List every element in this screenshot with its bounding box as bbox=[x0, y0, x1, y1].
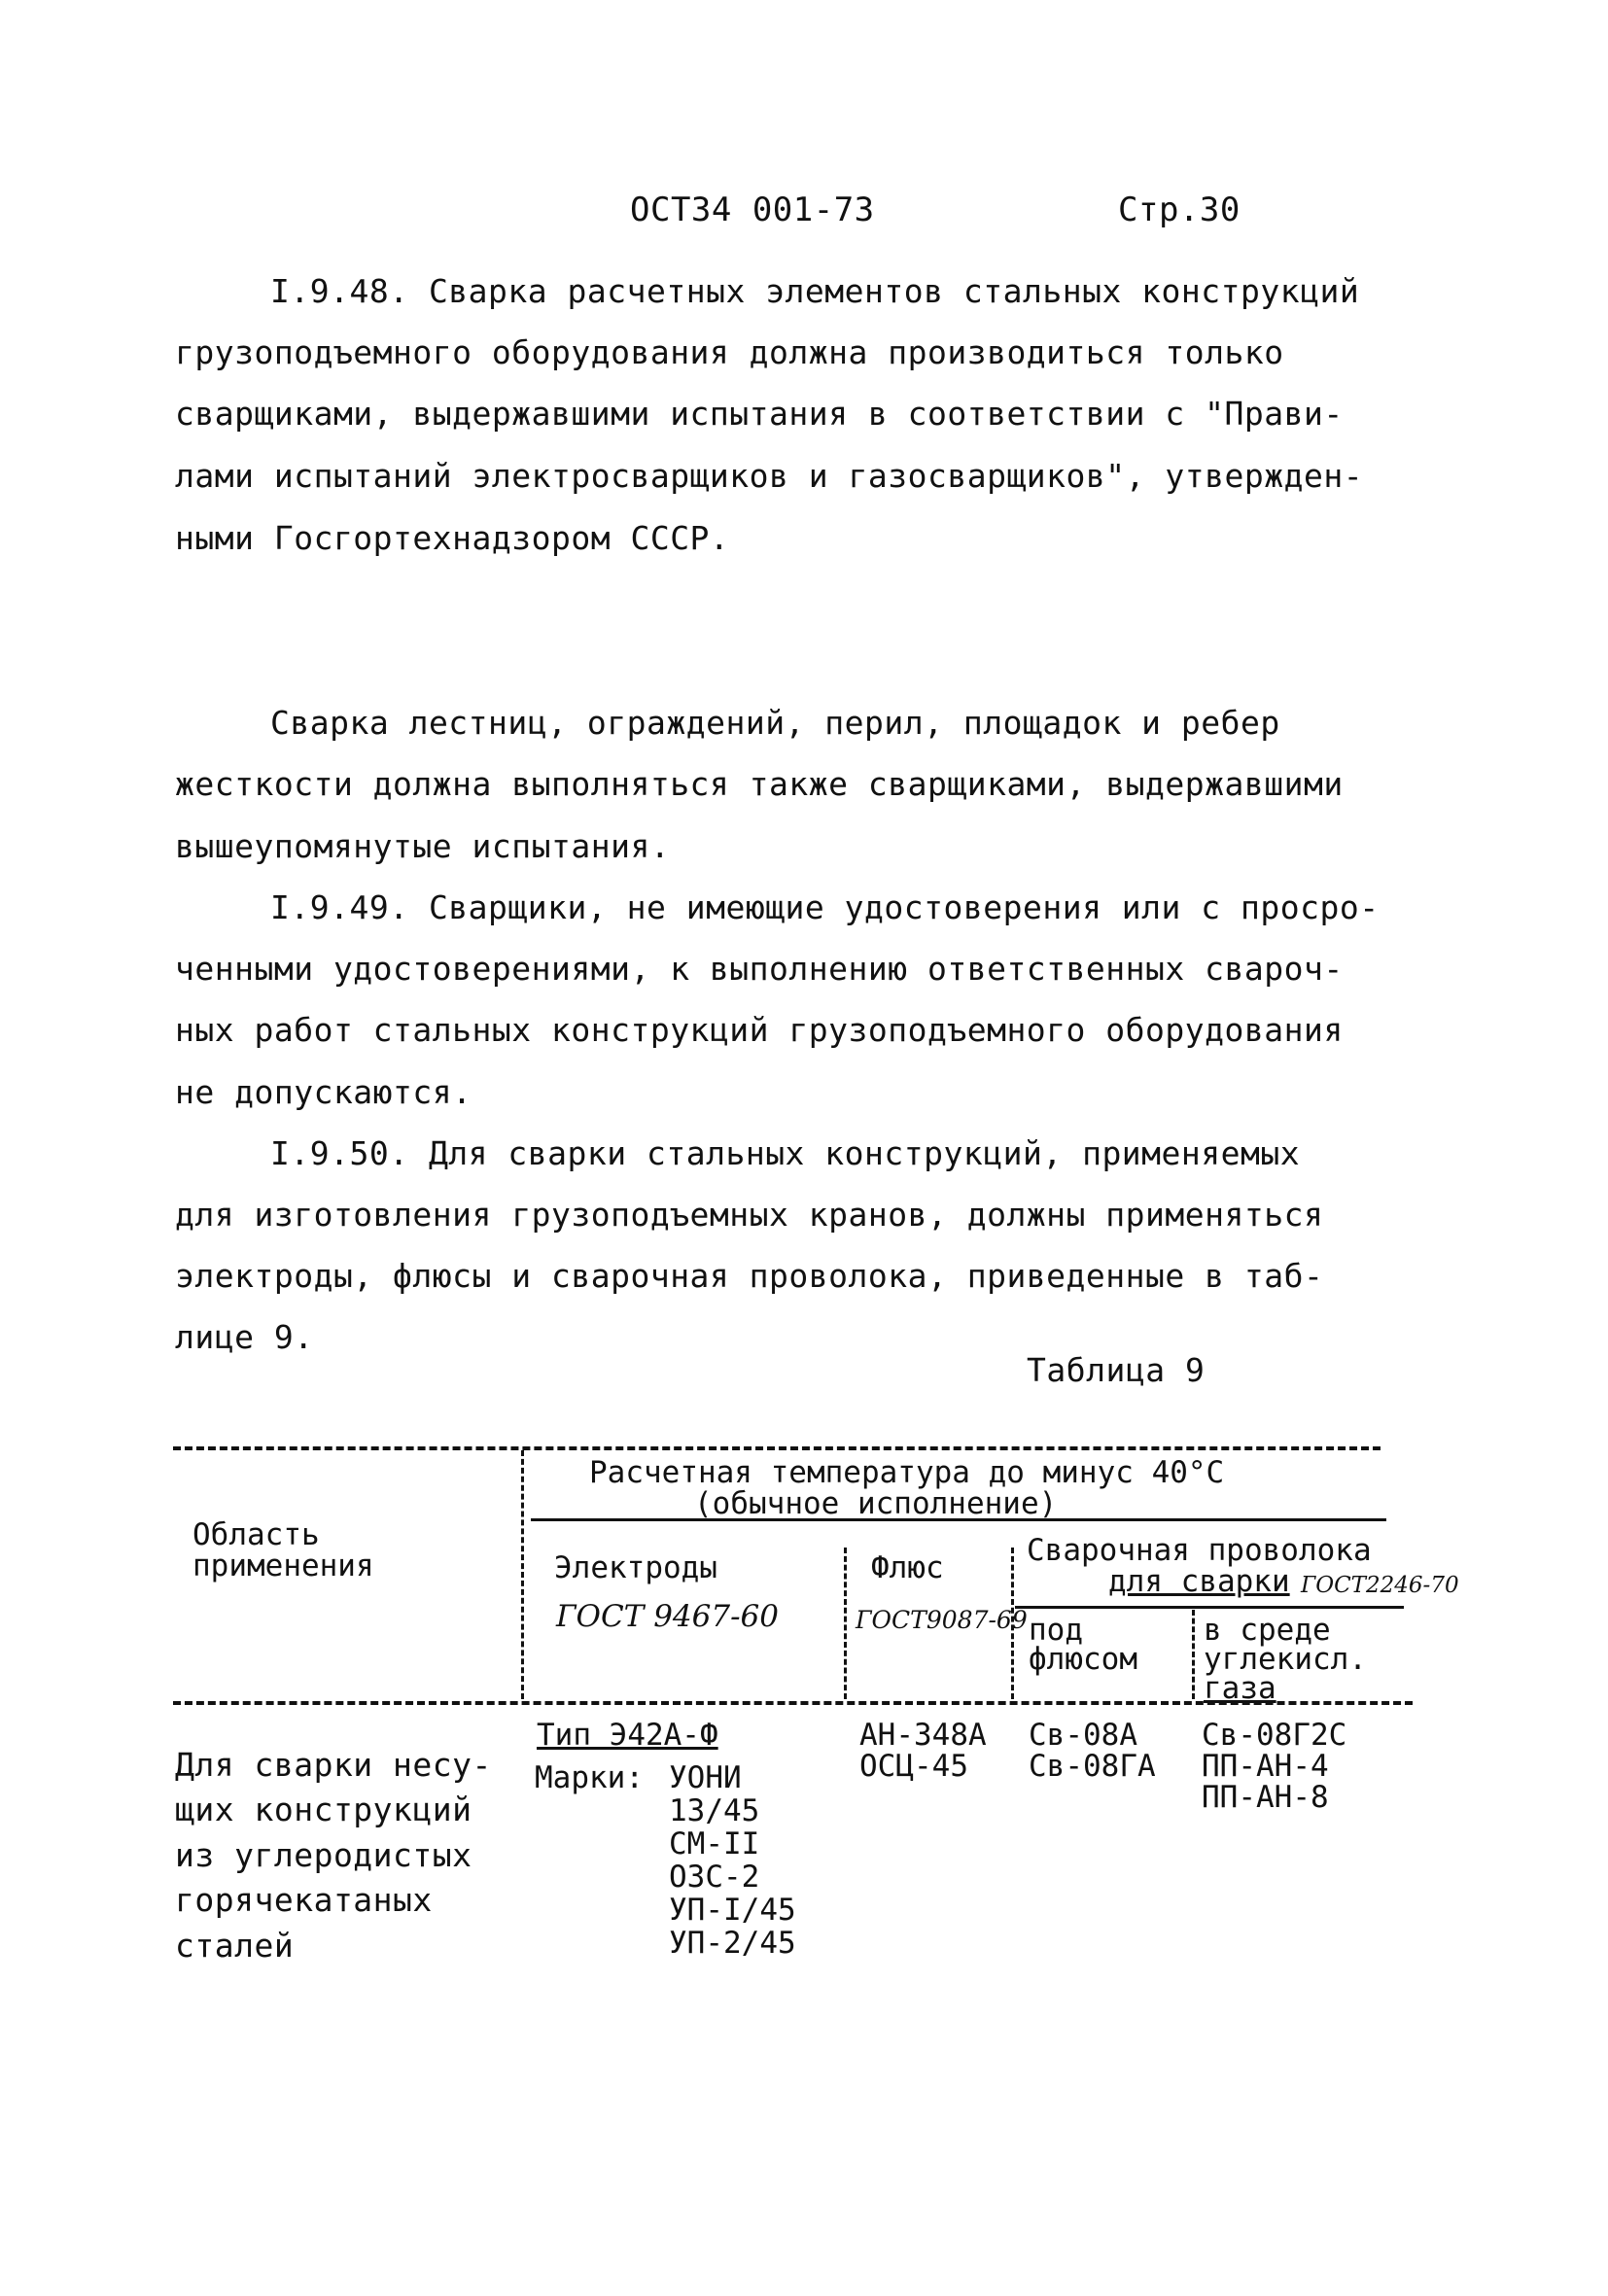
row-area: из углеродистых bbox=[175, 1836, 472, 1874]
paragraph-line: грузоподъемного оборудования должна производиться только bbox=[175, 333, 1284, 371]
column-divider bbox=[521, 1450, 524, 1699]
wire-co2: Св-08Г2С bbox=[1202, 1718, 1347, 1753]
header-area: применения bbox=[192, 1548, 374, 1583]
header-under-flux: под bbox=[1029, 1613, 1083, 1648]
paragraph-line: электроды, флюсы и сварочная проволока, приведенные в таб- bbox=[175, 1257, 1324, 1295]
row-area: щих конструкций bbox=[175, 1791, 472, 1828]
paragraph-line: сварщиками, выдержавшими испытания в соответствии с "Прави- bbox=[175, 395, 1344, 433]
column-divider bbox=[844, 1548, 847, 1699]
header-flux-standard: ГОСТ9087-69 bbox=[856, 1606, 1028, 1634]
page-number: Стр.30 bbox=[1118, 191, 1241, 229]
paragraph-line: Сварка лестниц, ограждений, перил, площадок и ребер bbox=[270, 704, 1280, 742]
header-co2: газа bbox=[1204, 1671, 1276, 1706]
electrode-grade: СМ-II bbox=[669, 1826, 760, 1861]
electrode-grades-label: Марки: bbox=[535, 1760, 644, 1795]
table-caption: Таблица 9 bbox=[1027, 1351, 1206, 1389]
paragraph-line: не допускаются. bbox=[175, 1073, 472, 1111]
paragraph-line: I.9.48. Сварка расчетных элементов стальных конструкций bbox=[270, 272, 1360, 310]
header-flux: Флюс bbox=[871, 1550, 944, 1585]
electrode-grade: 13/45 bbox=[669, 1793, 760, 1828]
paragraph-line: ченными удостоверениями, к выполнению ответственных свароч- bbox=[175, 950, 1344, 988]
header-welding-wire: Сварочная проволока bbox=[1027, 1533, 1372, 1568]
paragraph-line: ных работ стальных конструкций грузоподъемного оборудования bbox=[175, 1011, 1344, 1049]
table-top-border bbox=[173, 1446, 1381, 1450]
header-electrodes-standard: ГОСТ 9467-60 bbox=[556, 1599, 780, 1634]
wire-co2: ПП-АН-8 bbox=[1202, 1780, 1329, 1815]
header-area: Область bbox=[192, 1517, 320, 1552]
electrode-type: Тип Э42А-Ф bbox=[537, 1718, 718, 1753]
paragraph-line: I.9.50. Для сварки стальных конструкций, применяемых bbox=[270, 1134, 1301, 1172]
header-rule bbox=[1015, 1606, 1404, 1609]
header-co2: углекисл. bbox=[1204, 1642, 1367, 1677]
header-co2: в среде bbox=[1204, 1613, 1331, 1648]
electrode-grade: ОЗС-2 bbox=[669, 1860, 760, 1895]
paragraph-line: лице 9. bbox=[175, 1318, 314, 1356]
paragraph-line: для изготовления грузоподъемных кранов, должны применяться bbox=[175, 1196, 1324, 1234]
flux-grade: ОСЦ-45 bbox=[859, 1749, 968, 1784]
header-wire-standard: ГОСТ2246-70 bbox=[1301, 1573, 1459, 1598]
header-execution: (обычное исполнение) bbox=[694, 1486, 1058, 1521]
doc-code: ОСТ34 001-73 bbox=[630, 191, 875, 229]
paragraph-line: ными Госгортехнадзором СССР. bbox=[175, 519, 730, 557]
column-divider bbox=[1192, 1610, 1195, 1699]
wire-under-flux: Св-08ГА bbox=[1029, 1749, 1156, 1784]
header-temperature: Расчетная температура до минус 40°С bbox=[589, 1455, 1225, 1490]
header-electrodes: Электроды bbox=[554, 1550, 717, 1585]
header-under-flux: флюсом bbox=[1029, 1642, 1137, 1677]
electrode-grade: УП-I/45 bbox=[669, 1893, 796, 1928]
paragraph-line: жесткости должна выполняться также сварщиками, выдержавшими bbox=[175, 765, 1344, 803]
electrode-grade: УП-2/45 bbox=[669, 1926, 796, 1961]
wire-under-flux: Св-08А bbox=[1029, 1718, 1137, 1753]
wire-co2: ПП-АН-4 bbox=[1202, 1749, 1329, 1784]
paragraph-line: вышеупомянутые испытания. bbox=[175, 827, 671, 865]
row-area: горячекатаных bbox=[175, 1881, 433, 1919]
flux-grade: АН-348А bbox=[859, 1718, 987, 1753]
header-welding-wire-for: для сварки bbox=[1108, 1564, 1290, 1599]
row-area: Для сварки несу- bbox=[175, 1746, 492, 1784]
electrode-grade: УОНИ bbox=[669, 1760, 742, 1795]
paragraph-line: лами испытаний электросварщиков и газосварщиков", утвержден- bbox=[175, 457, 1364, 495]
row-area: сталей bbox=[175, 1927, 295, 1965]
paragraph-line: I.9.49. Сварщики, не имеющие удостоверения или с просро- bbox=[270, 888, 1380, 926]
